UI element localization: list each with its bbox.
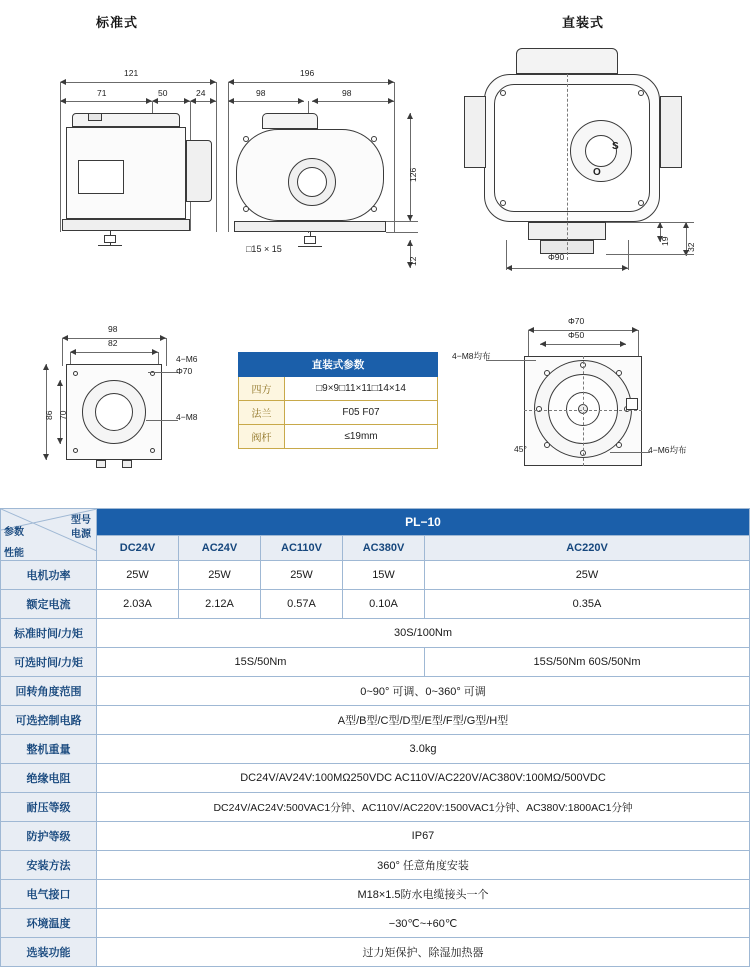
table-row [1,793,750,822]
cell-electrical-interface: M18×1.5防水电缆接头一个 [97,880,750,909]
table-row [1,909,750,938]
callout-4m6-even: 4−M6均布 [648,445,687,455]
corner-perf-label: 性能 [4,548,24,559]
dim-121: 121 [124,68,139,78]
table-row [1,677,750,706]
mini-row-value-2: ≤19mm [285,425,438,449]
row-label-insulation: 绝缘电阻 [1,764,97,793]
model-value-cell: PL−10 [97,509,750,536]
table-row [239,377,438,401]
dim-flange-phi70: Φ70 [568,316,585,326]
row-label-optional-time: 可选时间/力矩 [1,648,97,677]
dim-angle-45: 45° [514,444,527,454]
table-row [1,764,750,793]
specification-table [0,508,750,967]
table-row [1,938,750,967]
mini-row-label-2: 阀杆 [239,425,285,449]
dim-86: 86 [44,410,54,420]
row-label-protection: 防护等级 [1,822,97,851]
voltage-dc24v: DC24V [97,536,179,561]
dim-82: 82 [108,338,118,348]
label-s: S [612,141,619,152]
table-row [1,851,750,880]
mini-row-label-1: 法兰 [239,401,285,425]
table-header-row [1,509,750,536]
cell-rated-current-3: 0.10A [343,590,425,619]
table-row [1,619,750,648]
row-label-ambient-temp: 环境温度 [1,909,97,938]
voltage-ac24v: AC24V [179,536,261,561]
mini-row-value-1: F05 F07 [285,401,438,425]
mini-table-title: 直装式参数 [239,353,438,377]
corner-model-label: 型号 [71,515,91,526]
row-label-voltage-rating: 耐压等级 [1,793,97,822]
table-row [239,425,438,449]
cell-rated-current-4: 0.35A [425,590,750,619]
cell-rated-current-2: 0.57A [261,590,343,619]
dim-32: 32 [686,242,696,252]
voltage-ac380v: AC380V [343,536,425,561]
direct-mount-param-table [238,352,438,449]
callout-4m8: 4−M8 [176,412,198,422]
cell-motor-power-4: 25W [425,561,750,590]
figure-title-direct: 直装式 [562,15,605,30]
table-row [1,590,750,619]
table-corner-cell [1,509,97,561]
cell-optional-time-left: 15S/50Nm [97,648,425,677]
row-label-weight: 整机重量 [1,735,97,764]
table-row [1,706,750,735]
voltage-ac220v: AC220V [425,536,750,561]
dim-70: 70 [58,410,68,420]
dim-98-a: 98 [256,88,266,98]
cell-optional-functions: 过力矩保护、除湿加热器 [97,938,750,967]
cell-weight: 3.0kg [97,735,750,764]
cell-rotation-range: 0~90° 可调、0~360° 可调 [97,677,750,706]
dim-24: 24 [196,88,206,98]
cell-control-circuit: A型/B型/C型/D型/E型/F型/G型/H型 [97,706,750,735]
callout-4m6: 4−M6 [176,354,198,364]
row-label-rotation-range: 回转角度范围 [1,677,97,706]
cell-voltage-rating: DC24V/AC24V:500VAC1分钟、AC110V/AC220V:1500VAC1分钟、AC380V:1800AC1分钟 [97,793,750,822]
table-row [239,401,438,425]
row-label-motor-power: 电机功率 [1,561,97,590]
corner-power-label: 电源 [71,529,91,540]
row-label-mounting: 安装方法 [1,851,97,880]
dim-phi90: Φ90 [548,252,565,262]
label-o: O [593,167,601,178]
cell-mounting: 360° 任意角度安装 [97,851,750,880]
cell-insulation: DC24V/AV24V:100MΩ250VDC AC110V/AC220V/AC380V:100MΩ/500VDC [97,764,750,793]
dim-50: 50 [158,88,168,98]
cell-ambient-temp: −30℃~+60℃ [97,909,750,938]
voltage-ac110v: AC110V [261,536,343,561]
table-voltage-row [1,536,750,561]
cell-rated-current-1: 2.12A [179,590,261,619]
callout-4m8-even: 4−M8均布 [452,351,491,361]
cell-motor-power-0: 25W [97,561,179,590]
table-row [1,735,750,764]
cell-protection: IP67 [97,822,750,851]
cell-rated-current-0: 2.03A [97,590,179,619]
row-label-control-circuit: 可选控制电路 [1,706,97,735]
table-row [1,648,750,677]
mini-row-label-0: 四方 [239,377,285,401]
row-label-rated-current: 额定电流 [1,590,97,619]
row-label-electrical-interface: 电气接口 [1,880,97,909]
table-row [1,880,750,909]
dim-196: 196 [300,68,315,78]
cell-standard-time: 30S/100Nm [97,619,750,648]
dim-12: 12 [408,256,418,266]
dim-flange-phi50: Φ50 [568,330,585,340]
dim-98-base: 98 [108,324,118,334]
callout-phi70: Φ70 [176,366,193,376]
mini-row-value-0: □9×9□11×11□14×14 [285,377,438,401]
cell-motor-power-3: 15W [343,561,425,590]
figure-title-standard: 标准式 [96,15,139,30]
dim-71: 71 [97,88,107,98]
row-label-optional-functions: 选装功能 [1,938,97,967]
dim-square-15: □15 × 15 [246,244,282,254]
cell-optional-time-right: 15S/50Nm 60S/50Nm [425,648,750,677]
cell-motor-power-1: 25W [179,561,261,590]
dim-19: 19 [660,236,670,246]
row-label-standard-time: 标准时间/力矩 [1,619,97,648]
corner-param-label: 参数 [4,527,24,538]
dim-98-b: 98 [342,88,352,98]
dim-126: 126 [408,167,418,182]
cell-motor-power-2: 25W [261,561,343,590]
table-row [1,561,750,590]
table-row [1,822,750,851]
